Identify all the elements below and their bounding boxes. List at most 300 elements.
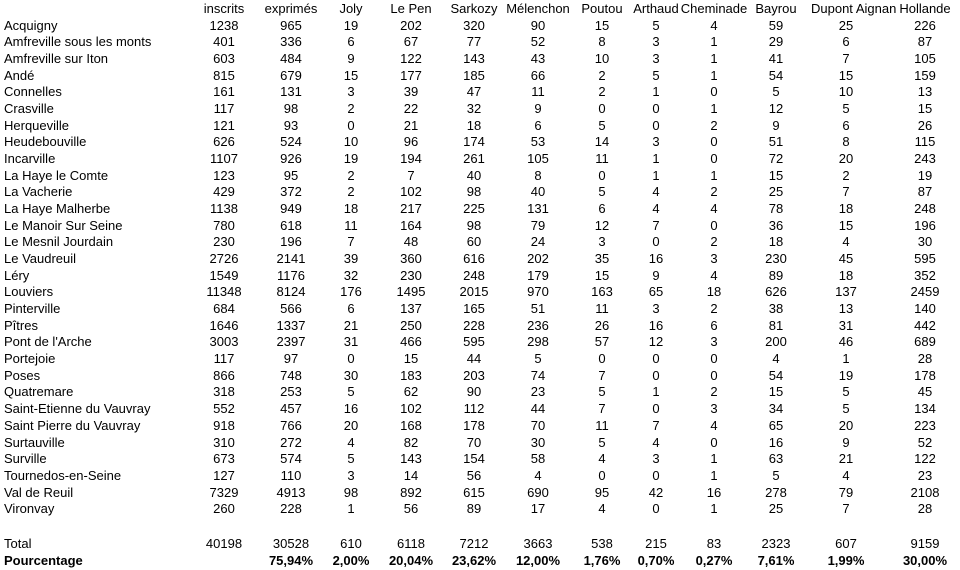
cell: 815	[213, 67, 235, 83]
cell: 0	[710, 351, 718, 367]
table-row	[0, 168, 960, 185]
cell: 918	[213, 417, 235, 433]
cell: 77	[466, 34, 482, 50]
cell: 81	[768, 317, 784, 333]
cell: 48	[403, 234, 419, 250]
cell: 16	[648, 317, 664, 333]
cell: 11348	[206, 284, 242, 300]
cell: 2323	[761, 536, 791, 551]
cell: 3	[710, 251, 718, 267]
cell: 949	[280, 200, 302, 216]
cell: 243	[914, 150, 936, 166]
cell: 15	[343, 67, 359, 83]
cell: 2	[598, 84, 606, 100]
cell: 87	[917, 34, 933, 50]
row-label: La Haye Malherbe	[4, 200, 111, 216]
cell: 30	[530, 434, 546, 450]
cell: 615	[463, 484, 485, 500]
row-label: Le Vaudreuil	[4, 251, 77, 267]
cell: 159	[914, 67, 936, 83]
table-row	[0, 435, 960, 452]
cell: 7	[842, 50, 850, 66]
row-label: Connelles	[4, 84, 62, 100]
cell: 131	[280, 84, 302, 100]
cell: 2	[347, 167, 355, 183]
cell: 595	[463, 334, 485, 350]
cell: 23,62%	[451, 553, 497, 568]
cell: 115	[914, 134, 936, 150]
cell: 11	[595, 150, 609, 166]
cell: 0	[652, 467, 660, 483]
cell: 320	[463, 17, 485, 33]
row-label: Acquigny	[4, 17, 58, 33]
cell	[189, 553, 259, 570]
table-row	[0, 18, 960, 35]
cell: 2108	[910, 484, 940, 500]
cell: 15	[838, 217, 854, 233]
cell: 15	[594, 267, 610, 283]
cell: 603	[213, 50, 235, 66]
cell: 78	[768, 200, 784, 216]
cell: 261	[463, 150, 485, 166]
cell: 2	[710, 184, 718, 200]
cell: 9	[534, 100, 542, 116]
cell: 0	[652, 401, 660, 417]
cell: 2	[710, 117, 718, 133]
cell: 5	[842, 384, 850, 400]
cell: 105	[527, 150, 549, 166]
cell: 74	[530, 367, 546, 383]
cell: 25	[768, 501, 784, 517]
cell: 689	[914, 334, 936, 350]
cell: 98	[343, 484, 359, 500]
cell: 26	[594, 317, 610, 333]
cell: 79	[530, 217, 546, 233]
cell: 0	[710, 84, 718, 100]
cell: 14	[403, 467, 419, 483]
cell: 96	[403, 134, 419, 150]
cell: Sarkozy	[450, 1, 498, 16]
row-label: Herqueville	[4, 117, 70, 133]
cell: 4	[842, 234, 850, 250]
cell: 965	[280, 17, 302, 33]
cell: 5	[598, 117, 606, 133]
cell: 143	[400, 451, 422, 467]
cell: 154	[463, 451, 485, 467]
cell: 13	[838, 301, 854, 317]
cell: 93	[283, 117, 299, 133]
cell: 12	[594, 217, 610, 233]
header-row	[0, 1, 960, 18]
cell: 4	[598, 451, 606, 467]
cell: 21	[403, 117, 419, 133]
cell: 30,00%	[902, 553, 948, 568]
cell: 225	[463, 200, 485, 216]
cell: 26	[917, 117, 933, 133]
cell: 15	[594, 17, 610, 33]
cell: 21	[838, 451, 854, 467]
cell: 1495	[396, 284, 426, 300]
row-label: Total	[4, 536, 32, 551]
cell: 223	[914, 417, 936, 433]
cell: 0	[598, 351, 606, 367]
cell: 178	[914, 367, 936, 383]
cell: 272	[280, 434, 302, 450]
cell: 2,00%	[332, 553, 370, 568]
cell: 66	[530, 67, 546, 83]
cell: 1	[710, 67, 718, 83]
cell: 52	[530, 34, 546, 50]
cell: 16	[343, 401, 359, 417]
row-label: Tournedos-en-Seine	[4, 467, 122, 483]
cell: 3003	[209, 334, 239, 350]
cell: 0	[347, 351, 355, 367]
cell: 32	[466, 100, 482, 116]
cell: 2141	[276, 251, 306, 267]
table-row	[0, 201, 960, 218]
cell: 3	[710, 401, 718, 417]
cell: Arthaud	[633, 1, 679, 16]
cell: 9	[347, 50, 355, 66]
cell: 183	[400, 367, 422, 383]
cell: 7	[842, 184, 850, 200]
cell: 102	[400, 401, 422, 417]
cell: 5	[598, 184, 606, 200]
row-label: Incarville	[4, 150, 56, 166]
table-row	[0, 334, 960, 351]
cell: 1,99%	[827, 553, 865, 568]
cell: inscrits	[203, 1, 245, 16]
cell: 1	[710, 50, 718, 66]
cell: 20	[838, 417, 854, 433]
cell: 230	[400, 267, 422, 283]
cell: 30528	[272, 536, 310, 551]
table-row	[0, 101, 960, 118]
cell: 178	[463, 417, 485, 433]
cell: 1,76%	[583, 553, 621, 568]
cell: 5	[652, 17, 660, 33]
row-label: Pont de l'Arche	[4, 334, 92, 350]
table-row	[0, 218, 960, 235]
cell: 194	[400, 150, 422, 166]
cell: 0	[652, 100, 660, 116]
cell: 626	[765, 284, 787, 300]
cell: 89	[768, 267, 784, 283]
cell: 610	[340, 536, 362, 551]
cell: 56	[403, 501, 419, 517]
cell: 538	[591, 536, 613, 551]
cell: 203	[463, 367, 485, 383]
cell: 90	[466, 384, 482, 400]
row-label: Louviers	[4, 284, 54, 300]
cell: 3	[347, 84, 355, 100]
cell: 9	[772, 117, 780, 133]
table-row	[0, 501, 960, 518]
cell: 83	[706, 536, 722, 551]
cell: 7	[652, 417, 660, 433]
cell: 552	[213, 401, 235, 417]
row-label: Léry	[4, 267, 30, 283]
cell: 1	[652, 84, 660, 100]
cell: 140	[914, 301, 936, 317]
cell: 1176	[277, 267, 305, 283]
cell: 47	[466, 84, 482, 100]
cell: 3	[652, 134, 660, 150]
table-row	[0, 118, 960, 135]
cell: 54	[768, 67, 784, 83]
row-label: La Haye le Comte	[4, 167, 109, 183]
cell: Bayrou	[755, 1, 797, 16]
row-label: Pîtres	[4, 317, 38, 333]
cell: 42	[648, 484, 664, 500]
cell: 60	[466, 234, 482, 250]
cell: 1	[710, 501, 718, 517]
cell: 25	[768, 184, 784, 200]
cell: 616	[463, 251, 485, 267]
cell: 13	[917, 84, 933, 100]
table-row	[0, 318, 960, 335]
row-label: Le Manoir Sur Seine	[4, 217, 123, 233]
cell: 4	[710, 417, 718, 433]
cell: 20	[343, 417, 359, 433]
cell: 45	[838, 251, 854, 267]
cell: Le Pen	[390, 1, 432, 16]
cell: 15	[768, 167, 784, 183]
percentage-row	[0, 553, 960, 570]
cell: 202	[527, 251, 549, 267]
cell: 1	[652, 167, 660, 183]
cell: 176	[340, 284, 362, 300]
cell: 6	[842, 34, 850, 50]
cell: 196	[914, 217, 936, 233]
cell: 5	[772, 467, 780, 483]
cell: 18	[466, 117, 482, 133]
cell: 4913	[276, 484, 306, 500]
cell: 236	[527, 317, 549, 333]
table-row	[0, 34, 960, 51]
cell: 2015	[459, 284, 489, 300]
cell: 0	[652, 501, 660, 517]
row-label: La Vacherie	[4, 184, 73, 200]
cell: 51	[530, 301, 546, 317]
cell: 10	[838, 84, 854, 100]
cell: 161	[213, 84, 235, 100]
cell: 53	[530, 134, 546, 150]
cell: 112	[463, 401, 485, 417]
cell: Hollande	[899, 1, 951, 16]
cell: 6	[710, 317, 718, 333]
cell: 9159	[910, 536, 940, 551]
cell: 607	[835, 536, 857, 551]
cell: 574	[280, 451, 302, 467]
cell: 1107	[210, 150, 238, 166]
cell: 0,27%	[695, 553, 733, 568]
cell: 54	[768, 367, 784, 383]
cell: 7	[652, 217, 660, 233]
table-row	[0, 84, 960, 101]
cell: 15	[768, 384, 784, 400]
cell: 0	[710, 134, 718, 150]
cell: Mélenchon	[506, 1, 570, 16]
cell: 143	[463, 50, 485, 66]
cell: 4	[710, 200, 718, 216]
cell: 2	[710, 234, 718, 250]
cell: 44	[530, 401, 546, 417]
cell: 4	[710, 17, 718, 33]
cell: 0	[710, 150, 718, 166]
row-label: Pinterville	[4, 301, 61, 317]
cell: 2	[842, 167, 850, 183]
row-label: Le Mesnil Jourdain	[4, 234, 114, 250]
cell: 0	[710, 434, 718, 450]
cell: 117	[213, 100, 235, 116]
cell: 1646	[209, 317, 239, 333]
cell: 6	[347, 301, 355, 317]
cell: 121	[213, 117, 235, 133]
cell: 19	[343, 150, 359, 166]
cell: 202	[400, 17, 422, 33]
cell: 62	[403, 384, 419, 400]
cell: 14	[594, 134, 610, 150]
cell: 215	[645, 536, 667, 551]
cell: 18	[768, 234, 784, 250]
row-label: Crasville	[4, 100, 54, 116]
cell: 595	[914, 251, 936, 267]
cell: 17	[530, 501, 546, 517]
row-label: Val de Reuil	[4, 484, 74, 500]
cell: 4	[652, 200, 660, 216]
cell: 970	[527, 284, 549, 300]
cell: 98	[466, 217, 482, 233]
cell: 45	[917, 384, 933, 400]
cell: 95	[594, 484, 610, 500]
cell: 20	[838, 150, 854, 166]
cell: 690	[527, 484, 549, 500]
cell: 3	[598, 234, 606, 250]
row-label: Andé	[4, 67, 35, 83]
cell: 21	[343, 317, 359, 333]
cell: 2	[710, 301, 718, 317]
cell: 11	[595, 301, 609, 317]
cell: 1	[710, 100, 718, 116]
table-row	[0, 134, 960, 151]
cell: 174	[463, 134, 485, 150]
cell: 40	[530, 184, 546, 200]
cell: 168	[400, 417, 422, 433]
cell: 7329	[209, 484, 239, 500]
cell: 65	[648, 284, 664, 300]
cell: 679	[280, 67, 302, 83]
cell: 40198	[205, 536, 243, 551]
cell: 43	[530, 50, 546, 66]
cell: 5	[652, 67, 660, 83]
cell: Poutou	[581, 1, 623, 16]
cell: 165	[463, 301, 485, 317]
cell: 11	[595, 417, 609, 433]
cell: 780	[213, 217, 235, 233]
table-row	[0, 184, 960, 201]
cell: 1	[710, 167, 718, 183]
cell: 18	[706, 284, 722, 300]
cell: 3	[347, 467, 355, 483]
cell: 401	[213, 34, 235, 50]
cell: 3	[652, 50, 660, 66]
cell: 18	[343, 200, 359, 216]
cell: 79	[838, 484, 854, 500]
cell: 164	[400, 217, 422, 233]
cell: 926	[280, 150, 302, 166]
cell: 9	[842, 434, 850, 450]
cell: 2	[347, 184, 355, 200]
cell: 59	[768, 17, 784, 33]
cell: 41	[768, 50, 784, 66]
table-row	[0, 68, 960, 85]
cell: 0	[598, 100, 606, 116]
cell: 0	[652, 117, 660, 133]
cell: 230	[213, 234, 235, 250]
cell: 4	[652, 184, 660, 200]
cell: 196	[280, 234, 302, 250]
table-row	[0, 234, 960, 251]
row-label: Surtauville	[4, 434, 65, 450]
cell: 298	[527, 334, 549, 350]
cell: 4	[347, 434, 355, 450]
cell: 131	[527, 200, 549, 216]
table-row	[0, 418, 960, 435]
cell: 127	[213, 467, 235, 483]
cell: 32	[343, 267, 359, 283]
row-label: Saint Pierre du Vauvray	[4, 417, 141, 433]
cell: 8	[534, 167, 542, 183]
cell: 4	[534, 467, 542, 483]
cell: 4	[772, 351, 780, 367]
cell: 248	[463, 267, 485, 283]
table-row	[0, 368, 960, 385]
cell: 226	[914, 17, 936, 33]
cell: 23	[917, 467, 933, 483]
row-label: Surville	[4, 451, 47, 467]
cell: 16	[768, 434, 784, 450]
cell: 228	[463, 317, 485, 333]
table-row	[0, 384, 960, 401]
cell: 8124	[276, 284, 306, 300]
cell: 40	[466, 167, 482, 183]
cell: 0	[710, 367, 718, 383]
cell: 185	[463, 67, 485, 83]
cell: 70	[466, 434, 482, 450]
cell: 36	[768, 217, 784, 233]
cell: 318	[213, 384, 235, 400]
row-label: Portejoie	[4, 351, 56, 367]
cell: 15	[403, 351, 419, 367]
cell: 0	[710, 217, 718, 233]
cell: 3	[652, 34, 660, 50]
cell: 134	[914, 401, 936, 417]
cell: 6118	[397, 536, 425, 551]
cell: 1549	[209, 267, 239, 283]
cell: Cheminade	[680, 1, 748, 16]
cell: 57	[594, 334, 610, 350]
cell: 8	[842, 134, 850, 150]
cell: 39	[403, 84, 419, 100]
cell: 63	[768, 451, 784, 467]
cell: 19	[838, 367, 854, 383]
cell: 137	[835, 284, 857, 300]
table-row	[0, 451, 960, 468]
row-label: Saint-Etienne du Vauvray	[4, 401, 151, 417]
cell: 253	[280, 384, 302, 400]
cell: 28	[917, 351, 933, 367]
